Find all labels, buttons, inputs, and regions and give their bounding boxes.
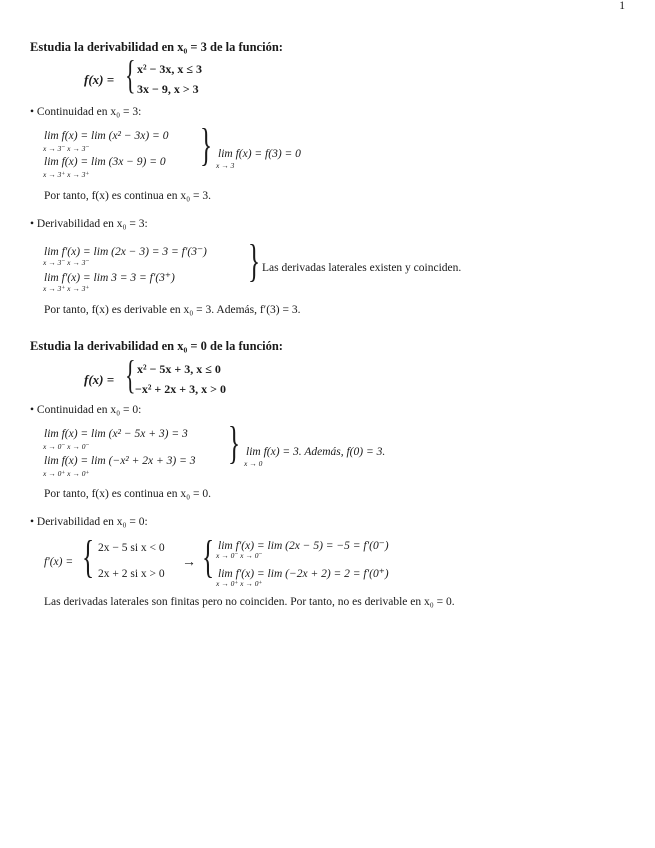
ex2-cont-line1-sub: x → 0⁻ x → 0⁻ <box>43 442 90 451</box>
ex1-der-line1-sub: x → 3⁻ x → 3⁻ <box>43 258 90 267</box>
ex2-piece2: −x² + 2x + 3, x > 0 <box>135 382 226 396</box>
ex2-der-line2-sub: x → 0⁺ x → 0⁺ <box>216 579 263 588</box>
ex2-cont-line2-sub: x → 0⁺ x → 0⁺ <box>43 469 90 478</box>
ex1-cont-result-sub: x → 3 <box>216 161 235 170</box>
ex2-cont-result-sub: x → 0 <box>244 459 263 468</box>
ex2-cont-line2: lim f(x) = lim (−x² + 2x + 3) = 3 <box>44 455 196 467</box>
ex2-deriv-piece1: 2x − 5 si x < 0 <box>98 542 165 554</box>
ex1-func-label: f(x) = <box>84 72 115 87</box>
ex2-cont-title: • Continuidad en x₀ = 0: <box>30 404 142 416</box>
ex1-der-line2: lim f′(x) = lim 3 = 3 = f′(3⁺) <box>44 272 175 284</box>
ex2-cont-line1: lim f(x) = lim (x² − 5x + 3) = 3 <box>44 428 188 440</box>
page-number: 1 <box>619 0 625 12</box>
ex2-deriv-brace: { <box>82 531 95 582</box>
ex2-func-brace: { <box>125 352 136 397</box>
ex2-deriv-piece2: 2x + 2 si x > 0 <box>98 568 165 580</box>
ex2-cont-brace: } <box>228 417 241 468</box>
ex1-cont-line1-sub: x → 3⁻ x → 3⁻ <box>43 144 90 153</box>
ex2-der-line1-sub: x → 0⁻ x → 0⁻ <box>216 551 263 560</box>
ex1-der-result: Las derivadas laterales existen y coinciden. <box>262 262 462 274</box>
ex2-cont-conclusion: Por tanto, f(x) es continua en x₀ = 0. <box>44 488 211 500</box>
ex1-der-conclusion: Por tanto, f(x) es derivable en x₀ = 3. Además, f′(3) = 3. <box>44 304 301 316</box>
ex1-der-line2-sub: x → 3⁺ x → 3⁺ <box>43 284 90 293</box>
ex1-cont-line1: lim f(x) = lim (x² − 3x) = 0 <box>44 130 169 142</box>
ex1-cont-title: • Continuidad en x₀ = 3: <box>30 106 142 118</box>
ex2-der-title: • Derivabilidad en x₀ = 0: <box>30 516 148 528</box>
ex2-der-line1: lim f′(x) = lim (2x − 5) = −5 = f′(0⁻) <box>218 540 389 552</box>
ex2-cont-result: lim f(x) = 3. Además, f(0) = 3. <box>246 446 386 458</box>
ex1-func-brace: { <box>125 52 136 97</box>
ex1-cont-line2: lim f(x) = lim (3x − 9) = 0 <box>44 156 166 168</box>
ex1-piece1: x² − 3x, x ≤ 3 <box>137 62 203 76</box>
ex2-der-conclusion: Las derivadas laterales son finitas pero no coinciden. Por tanto, no es derivable en x₀ = 0. <box>44 596 455 608</box>
ex2-der-line2: lim f′(x) = lim (−2x + 2) = 2 = f′(0⁺) <box>218 568 389 580</box>
ex1-der-line1: lim f′(x) = lim (2x − 3) = 3 = f′(3⁻) <box>44 246 207 258</box>
ex1-cont-conclusion: Por tanto, f(x) es continua en x₀ = 3. <box>44 190 211 202</box>
ex1-heading: Estudia la derivabilidad en x₀ = 3 de la función: <box>30 40 283 54</box>
ex1-cont-result: lim f(x) = f(3) = 0 <box>218 148 301 160</box>
ex1-der-brace: } <box>248 235 261 286</box>
ex1-der-title: • Derivabilidad en x₀ = 3: <box>30 218 148 230</box>
ex1-piece2: 3x − 9, x > 3 <box>137 82 199 96</box>
ex2-der-brace: { <box>202 531 215 582</box>
ex2-deriv-label: f′(x) = <box>44 556 74 568</box>
ex2-arrow: → <box>182 555 196 570</box>
ex2-heading: Estudia la derivabilidad en x₀ = 0 de la función: <box>30 339 283 353</box>
ex1-cont-line2-sub: x → 3⁺ x → 3⁺ <box>43 170 90 179</box>
ex2-piece1: x² − 5x + 3, x ≤ 0 <box>137 362 221 376</box>
ex1-cont-brace: } <box>200 119 213 170</box>
ex2-func-label: f(x) = <box>84 372 115 387</box>
